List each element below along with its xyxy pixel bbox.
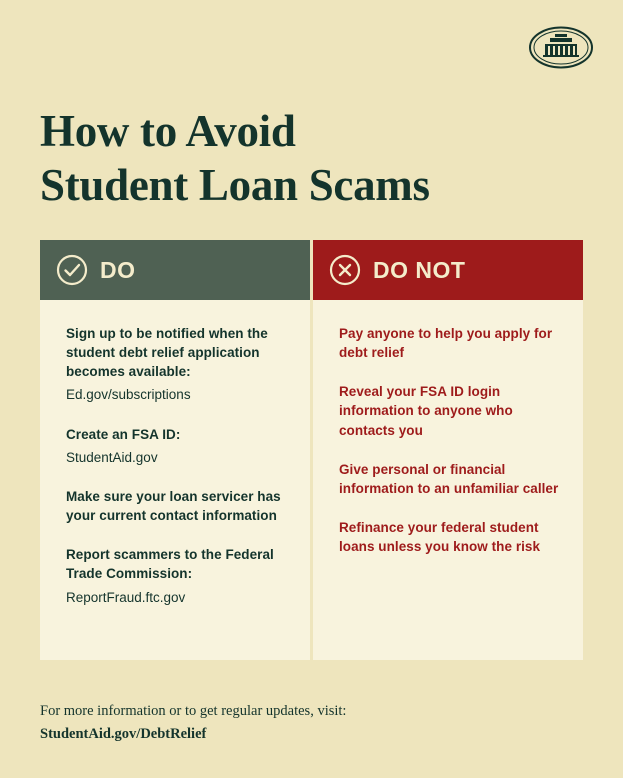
list-item xyxy=(66,324,286,405)
list-item xyxy=(339,460,559,498)
do-not-column-label: DO NOT xyxy=(373,256,466,283)
list-item xyxy=(66,545,286,606)
do-entry-3-heading: Make sure your loan servicer has your current contact information xyxy=(66,488,281,524)
do-not-column-header xyxy=(313,240,583,300)
do-entry-2-link[interactable]: StudentAid.gov xyxy=(66,449,158,465)
do-column-body xyxy=(40,300,310,660)
do-entry-2-heading: Create an FSA ID: xyxy=(66,426,181,442)
check-circle-icon xyxy=(56,254,88,286)
footer xyxy=(40,703,580,743)
footer-link[interactable]: StudentAid.gov/DebtRelief xyxy=(40,726,207,742)
do-entry-4-heading: Report scammers to the Federal Trade Commission: xyxy=(66,547,274,582)
list-item xyxy=(339,518,559,556)
list-item xyxy=(339,382,559,439)
page-title-line-2: Student Loan Scams xyxy=(40,160,430,210)
do-not-column-body xyxy=(313,300,583,660)
list-item xyxy=(339,324,559,362)
do-entry-4-link[interactable]: ReportFraud.ftc.gov xyxy=(66,589,186,605)
advice-columns xyxy=(40,240,583,660)
footer-note: For more information or to get regular updates, visit: xyxy=(40,703,347,719)
list-item xyxy=(66,487,286,525)
do-not-column xyxy=(313,240,583,660)
do-not-entry-2-heading: Reveal your FSA ID login information to anyone who contacts you xyxy=(339,384,513,438)
page-title-line-1: How to Avoid xyxy=(40,106,296,156)
x-circle-icon xyxy=(329,254,361,286)
do-not-entry-4-heading: Refinance your federal student loans unless you know the risk xyxy=(339,520,541,555)
do-column xyxy=(40,240,310,660)
do-not-entry-1-heading: Pay anyone to help you apply for debt relief xyxy=(339,326,553,361)
do-not-entry-3-heading: Give personal or financial information to an unfamiliar caller xyxy=(339,461,559,496)
do-entry-1-link[interactable]: Ed.gov/subscriptions xyxy=(66,387,191,403)
list-item xyxy=(66,425,286,467)
do-column-header xyxy=(40,240,310,300)
do-column-label: DO xyxy=(100,256,136,283)
do-entry-1-heading: Sign up to be notified when the student debt relief application becomes available: xyxy=(66,326,268,380)
white-house-seal-icon xyxy=(528,25,594,70)
page-title xyxy=(40,104,580,212)
